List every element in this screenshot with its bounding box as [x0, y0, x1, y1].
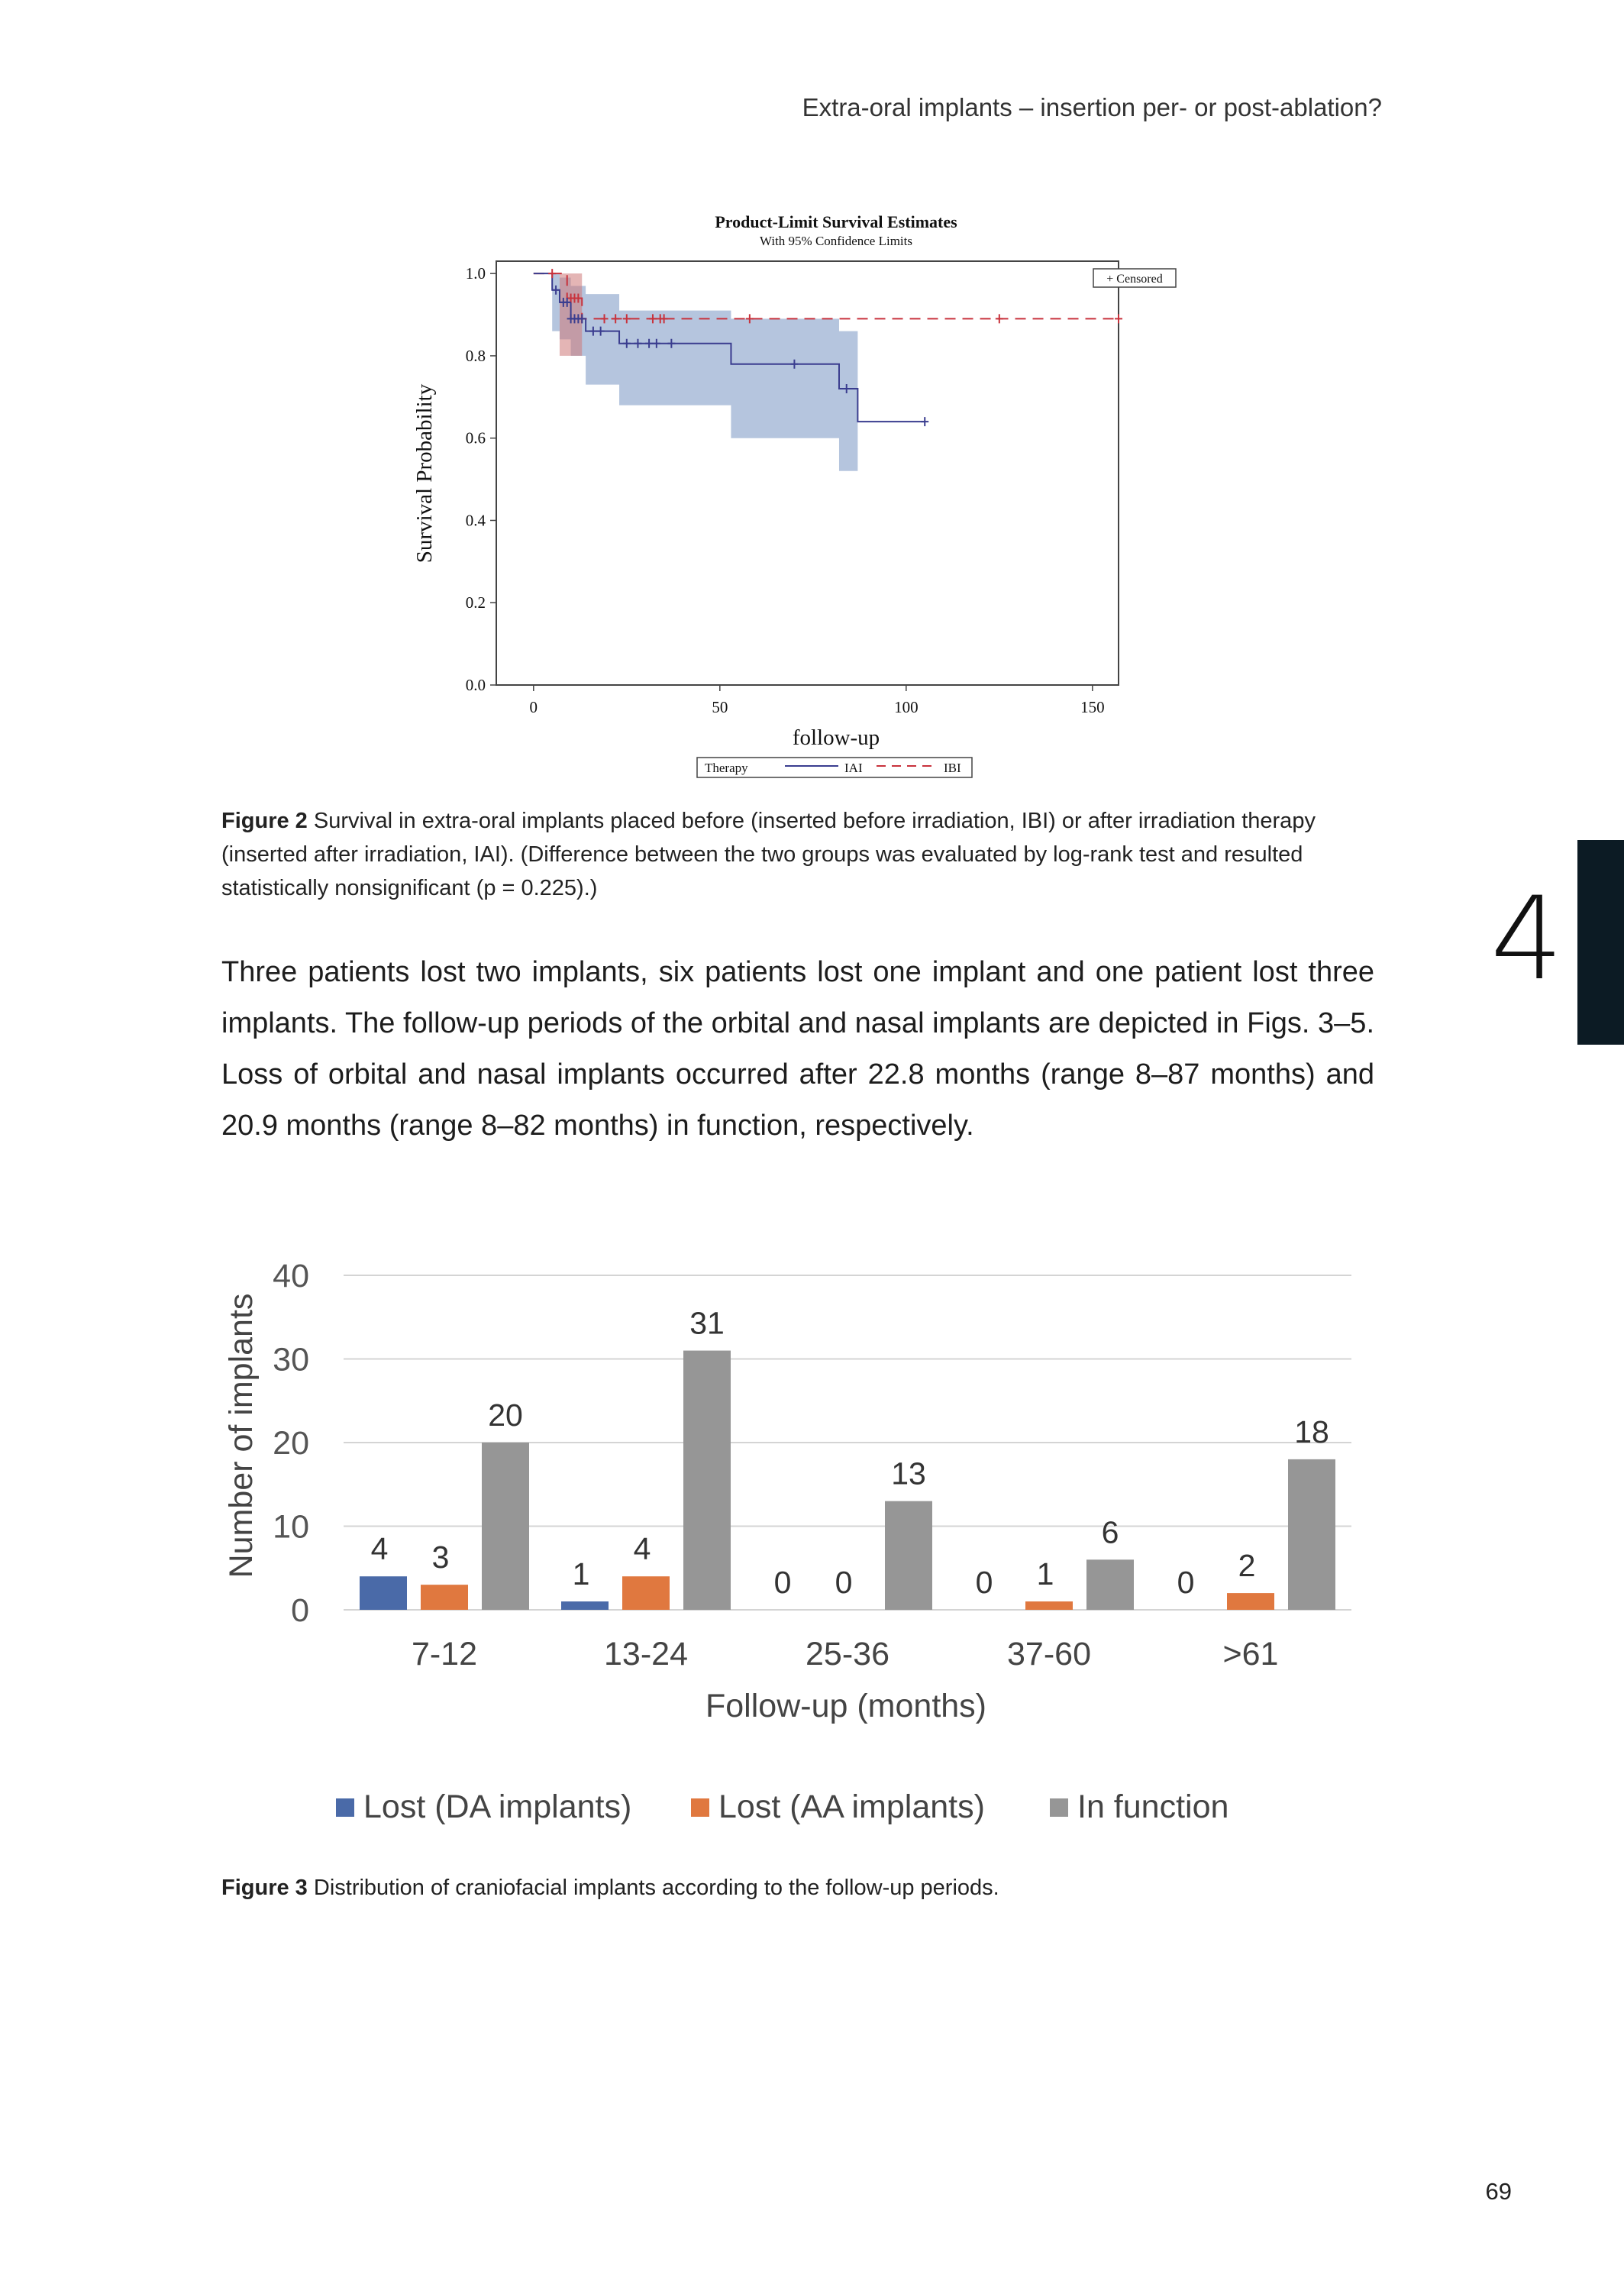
bar-value-label: 0 — [773, 1565, 792, 1600]
bar-lost-aa-implants — [622, 1576, 670, 1610]
legend-label: In function — [1077, 1789, 1229, 1825]
bar-value-label: 1 — [1036, 1556, 1054, 1592]
bar-lost-aa-implants — [1227, 1593, 1274, 1610]
chapter-tab — [1577, 840, 1624, 1045]
y-tick-label: 0.0 — [465, 676, 486, 694]
bar-lost-da-implants — [561, 1601, 609, 1610]
x-tick-label: 150 — [1080, 698, 1105, 716]
survival-censored-legend — [1093, 269, 1176, 287]
legend-iai: IAI — [844, 761, 863, 775]
bar-value-label: 6 — [1101, 1514, 1119, 1550]
y-tick-label: 0.2 — [465, 593, 486, 612]
page-number: 69 — [1485, 2178, 1512, 2205]
y-tick-label: 1.0 — [465, 264, 486, 283]
bar-value-label: 31 — [689, 1305, 725, 1341]
bar-value-label: 18 — [1294, 1414, 1329, 1449]
bar-y-tick-label: 40 — [273, 1258, 309, 1294]
category-label: 25-36 — [806, 1636, 889, 1672]
survival-chart-subtitle: With 95% Confidence Limits — [760, 234, 912, 248]
y-tick-label: 0.4 — [465, 511, 486, 530]
survival-chart-title: Product-Limit Survival Estimates — [715, 212, 957, 231]
bar-y-tick-label: 0 — [291, 1592, 309, 1629]
bar-lost-aa-implants — [1025, 1601, 1073, 1610]
bar-y-tick-label: 30 — [273, 1341, 309, 1378]
legend-label: Lost (DA implants) — [363, 1789, 632, 1825]
followup-bar-chart — [221, 1245, 1382, 1833]
bar-in-function — [1086, 1559, 1134, 1610]
figure3-caption-text: Distribution of craniofacial implants according to the follow-up periods. — [313, 1876, 999, 1900]
bar-lost-aa-implants — [421, 1585, 468, 1610]
chapter-number: 4 — [1490, 873, 1564, 1006]
bar-in-function — [885, 1501, 932, 1610]
bar-in-function — [683, 1351, 731, 1610]
bar-value-label: 0 — [1177, 1565, 1195, 1600]
legend-ibi: IBI — [944, 761, 961, 775]
body-paragraph: Three patients lost two implants, six patients lost one implant and one patient lost three implants. The follow-up periods of the orbital and nasal implants are depicted in Figs. 3–5. Loss of orbital and nasal implants occurred after 22.8 months (range 8–87 months) and 20.9 months (range 8–82 months) in function, respectively. — [221, 956, 1374, 1142]
category-label: >61 — [1222, 1636, 1279, 1672]
ci-band-iai — [552, 273, 857, 471]
bar-value-label: 13 — [891, 1456, 926, 1491]
censored-mark — [1115, 314, 1122, 323]
bar-in-function — [482, 1443, 529, 1610]
x-tick-label: 0 — [529, 698, 538, 716]
y-tick-label: 0.8 — [465, 346, 486, 365]
bar-lost-da-implants — [360, 1576, 407, 1610]
figure2-caption — [221, 804, 1374, 905]
survival-therapy-legend — [697, 758, 972, 777]
survival-x-axis-label: follow-up — [792, 725, 880, 750]
survival-y-axis-label: Survival Probability — [412, 383, 437, 564]
y-tick-label: 0.6 — [465, 428, 486, 448]
bar-y-axis-label: Number of implants — [223, 1293, 260, 1578]
category-label: 7-12 — [411, 1636, 478, 1672]
figure2-label: Figure 2 — [221, 809, 308, 833]
figure3-label: Figure 3 — [221, 1876, 308, 1900]
legend-label: Lost (AA implants) — [718, 1789, 985, 1825]
censored-legend-label: + Censored — [1106, 273, 1163, 286]
survival-chart — [397, 206, 1222, 787]
censored-mark — [996, 314, 1003, 323]
category-label: 13-24 — [604, 1636, 688, 1672]
bar-value-label: 4 — [370, 1531, 389, 1567]
bar-y-tick-label: 10 — [273, 1508, 309, 1546]
censored-mark — [921, 417, 928, 426]
legend-title-therapy: Therapy — [705, 761, 748, 775]
bar-value-label: 0 — [975, 1565, 993, 1600]
running-header: Extra-oral implants – insertion per- or post-ablation? — [802, 93, 1382, 121]
category-label: 37-60 — [1007, 1636, 1091, 1672]
bar-value-label: 1 — [572, 1556, 590, 1592]
bar-value-label: 3 — [431, 1540, 450, 1575]
figure3-caption — [221, 1871, 1374, 1905]
bar-value-label: 0 — [835, 1565, 853, 1600]
bar-y-tick-label: 20 — [273, 1425, 309, 1462]
bar-value-label: 4 — [633, 1531, 651, 1567]
bar-value-label: 20 — [488, 1398, 523, 1433]
bar-in-function — [1288, 1459, 1335, 1610]
legend-swatch — [691, 1798, 709, 1817]
x-tick-label: 100 — [894, 698, 919, 716]
x-tick-label: 50 — [712, 698, 728, 716]
figure2-caption-text: Survival in extra-oral implants placed before (inserted before irradiation, IBI) or after irradiation therapy (inserted after irradiation, IAI). (Difference between the two groups was evaluated by log-rank test and resulted statistically nonsignificant (p = 0.225).) — [221, 809, 1316, 900]
legend-swatch — [1050, 1798, 1068, 1817]
bar-x-axis-label: Follow-up (months) — [705, 1688, 986, 1724]
bar-value-label: 2 — [1238, 1548, 1256, 1584]
legend-swatch — [336, 1798, 354, 1817]
